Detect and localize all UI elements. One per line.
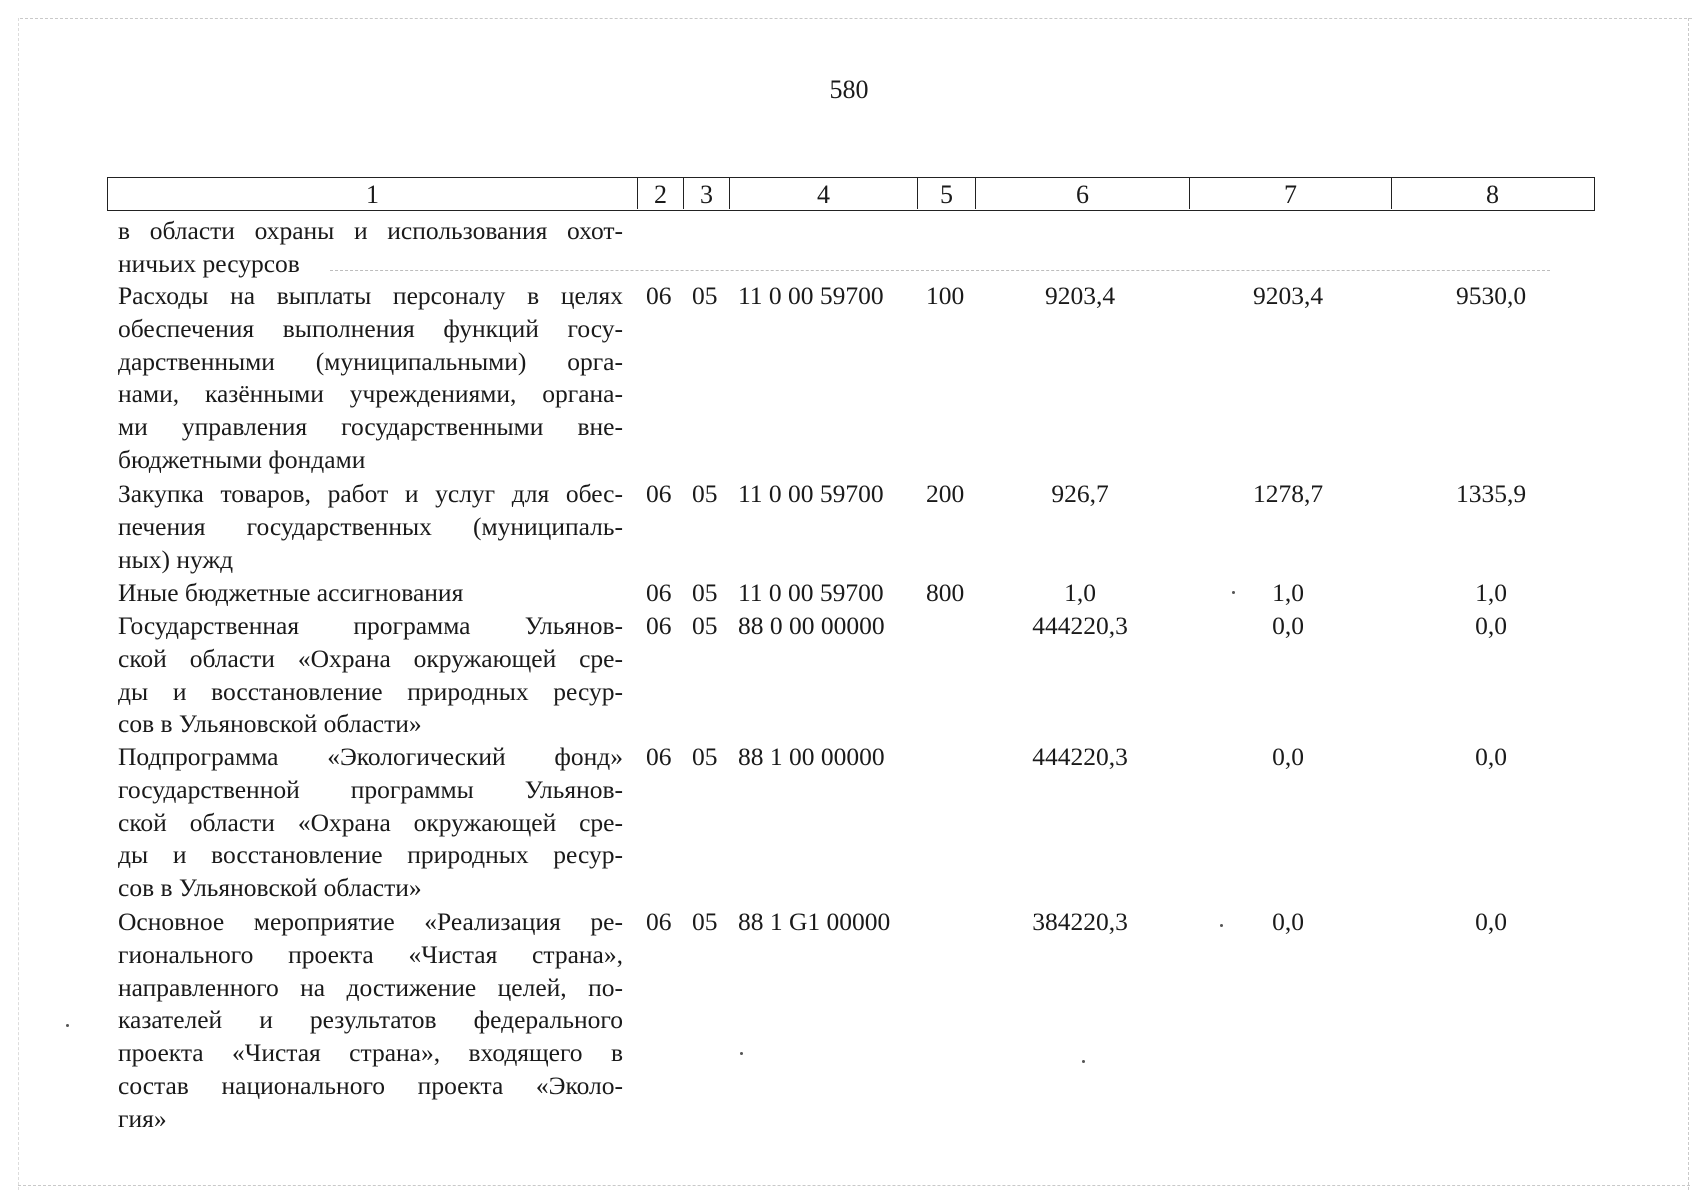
cell-expense-type: 200 (926, 479, 965, 508)
header-cell: 7 (1190, 178, 1392, 209)
description-line: направленного на достижение целей, по- (118, 972, 623, 1002)
header-cell: 3 (684, 178, 730, 209)
cell-amount-col8: 0,0 (1475, 611, 1507, 640)
header-cell: 1 (108, 178, 638, 209)
description-line: Закупка товаров, работ и услуг для обес- (118, 479, 623, 508)
cell-expense-type: 100 (926, 281, 965, 310)
description-line: состав национального проекта «Эколо- (118, 1070, 623, 1100)
row-description (118, 577, 623, 610)
cell-amount-col7: 1,0 (1272, 578, 1304, 607)
cell-section: 06 (646, 907, 672, 936)
cell-amount-col7: 0,0 (1272, 742, 1304, 771)
cell-amount-col7: 1278,7 (1252, 479, 1324, 508)
cell-section: 06 (646, 281, 672, 310)
cell-target-article: 11 0 00 59700 (738, 578, 884, 607)
description-line: ных) нужд (118, 544, 234, 574)
cell-section: 06 (646, 479, 672, 508)
header-cell: 8 (1486, 180, 1499, 209)
cell-amount-col6: 444220,3 (1032, 742, 1128, 771)
header-cell: 2 (638, 178, 684, 209)
cell-subsection: 05 (692, 907, 718, 936)
description-line: обеспечения выполнения функций госу- (118, 313, 623, 343)
description-line: бюджетными фондами (118, 444, 366, 474)
description-line: Основное мероприятие «Реализация ре- (118, 907, 623, 936)
description-line: Иные бюджетные ассигнования (118, 578, 464, 607)
description-line: ской области «Охрана окружающей сре- (118, 643, 623, 673)
cell-subsection: 05 (692, 611, 718, 640)
cell-subsection: 05 (692, 578, 718, 607)
description-line: казателей и результатов федерального (118, 1005, 623, 1035)
page-number: 580 (829, 75, 869, 104)
scan-speck (740, 1052, 743, 1055)
row-description (118, 280, 623, 477)
cell-amount-col8: 1335,9 (1455, 479, 1527, 508)
row-description (118, 906, 623, 1136)
cell-amount-col8: 0,0 (1475, 907, 1507, 936)
scan-edge-bottom (18, 1185, 1690, 1186)
table-header (107, 177, 1595, 211)
description-line: гионального проекта «Чистая страна», (118, 939, 623, 969)
cell-amount-col7: 0,0 (1272, 907, 1304, 936)
cell-amount-col6: 384220,3 (1032, 907, 1128, 936)
description-line: сов в Ульяновской области» (118, 873, 422, 903)
cell-subsection: 05 (692, 742, 718, 771)
row-description (118, 215, 623, 281)
cell-amount-col7: 0,0 (1272, 611, 1304, 640)
cell-amount-col6: 9203,4 (1044, 281, 1116, 310)
scan-speck (1232, 591, 1235, 594)
description-line: ничьих ресурсов (118, 248, 300, 278)
description-line: гия» (118, 1103, 167, 1133)
cell-amount-col8: 0,0 (1475, 742, 1507, 771)
description-line: Расходы на выплаты персоналу в целях (118, 281, 623, 310)
description-line: Подпрограмма «Экологический фонд» (118, 742, 623, 771)
description-line: в области охраны и использования охот- (118, 216, 623, 245)
cell-section: 06 (646, 742, 672, 771)
cell-target-article: 11 0 00 59700 (738, 479, 884, 508)
description-line: ды и восстановление природных ресур- (118, 840, 623, 870)
description-line: Государственная программа Ульянов- (118, 611, 623, 640)
cell-amount-col6: 1,0 (1064, 578, 1096, 607)
scan-speck (66, 1024, 69, 1027)
description-line: дарственными (муниципальными) орга- (118, 346, 623, 376)
cell-amount-col7: 9203,4 (1252, 281, 1324, 310)
row-description (118, 610, 623, 741)
cell-amount-col6: 444220,3 (1032, 611, 1128, 640)
description-line: печения государственных (муниципаль- (118, 511, 623, 541)
cell-amount-col8: 9530,0 (1455, 281, 1527, 310)
cell-target-article: 88 1 00 00000 (738, 742, 885, 771)
cell-subsection: 05 (692, 479, 718, 508)
cell-expense-type: 800 (926, 578, 965, 607)
description-line: ды и восстановление природных ресур- (118, 676, 623, 706)
cell-amount-col6: 926,7 (1051, 479, 1109, 508)
scan-speck (1082, 1060, 1085, 1063)
cell-section: 06 (646, 611, 672, 640)
scan-edge-left (18, 18, 19, 1190)
cell-subsection: 05 (692, 281, 718, 310)
row-description (118, 478, 623, 576)
cell-target-article: 11 0 00 59700 (738, 281, 884, 310)
scan-edge-right (1688, 18, 1689, 1190)
header-cell: 5 (918, 178, 976, 209)
description-line: ской области «Охрана окружающей сре- (118, 807, 623, 837)
cell-amount-col8: 1,0 (1475, 578, 1507, 607)
description-line: сов в Ульяновской области» (118, 709, 422, 739)
row-description (118, 741, 623, 905)
description-line: государственной программы Ульянов- (118, 774, 623, 804)
cell-target-article: 88 0 00 00000 (738, 611, 885, 640)
header-cell: 6 (976, 178, 1190, 209)
description-line: ми управления государственными вне- (118, 412, 623, 442)
description-line: нами, казёнными учреждениями, органа- (118, 379, 623, 409)
description-line: проекта «Чистая страна», входящего в (118, 1038, 623, 1068)
cell-section: 06 (646, 578, 672, 607)
scan-speck (1220, 924, 1223, 927)
cell-target-article: 88 1 G1 00000 (738, 907, 891, 936)
header-cell: 4 (730, 178, 918, 209)
scan-edge-top (20, 18, 1692, 19)
